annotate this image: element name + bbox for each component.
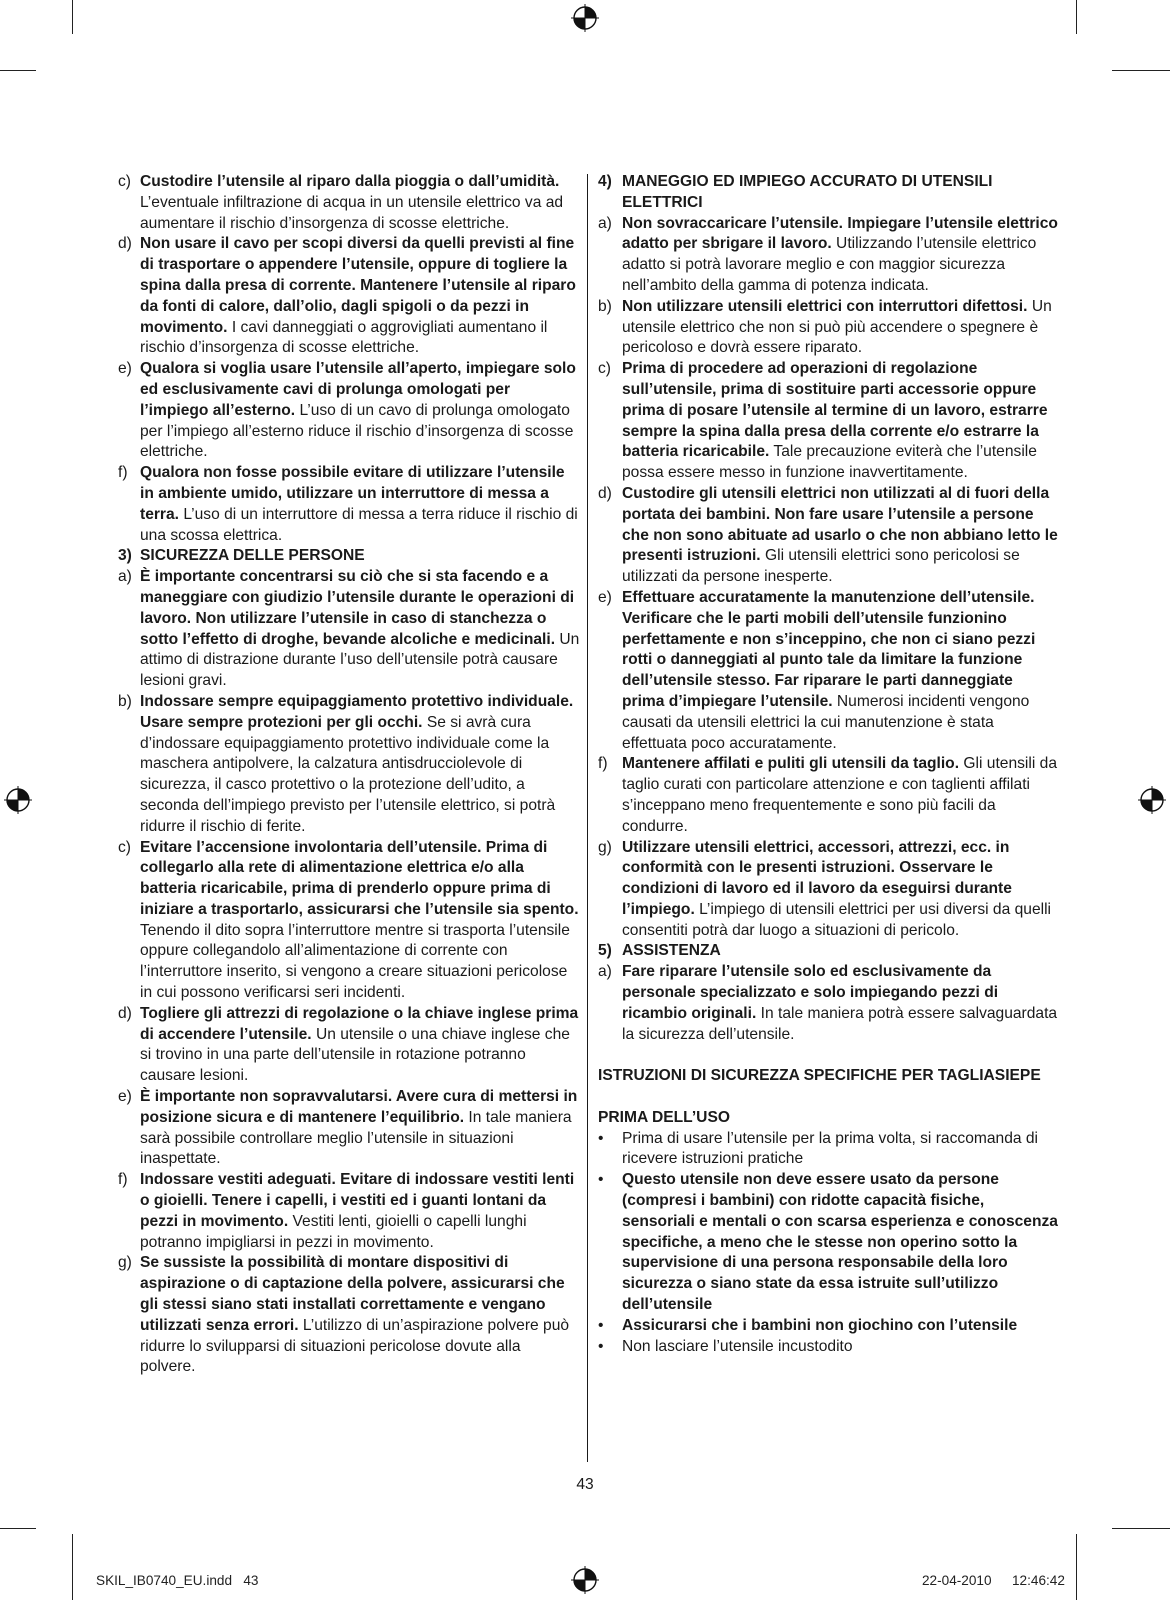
item-marker: f): [118, 464, 128, 482]
item-marker: d): [118, 235, 132, 253]
crop-mark-bottom-right-horizontal: [1112, 1528, 1170, 1529]
list-item: [598, 754, 1058, 837]
item-text: L’uso di un cavo di prolunga omologato per l’impiego all’esterno riduce il rischio d’insorgenza di scosse elettriche.: [140, 401, 574, 461]
item-text: Un utensile elettrico che non si può più accendere o spegnere è pericoloso e dovrà essere riparato.: [622, 297, 1052, 357]
item-text: Non lasciare l’utensile incustodito: [622, 1337, 853, 1355]
item-bold-text: Assicurarsi che i bambini non giochino con l’utensile: [622, 1316, 1018, 1334]
item-text: Tale precauzione eviterà che l’utensile possa essere messo in funzione inavvertitamente.: [622, 443, 1037, 482]
item-marker: g): [598, 838, 612, 856]
list-item: [118, 1253, 580, 1378]
item-bold-text: Effettuare accuratamente la manutenzione dell’utensile. Verificare che le parti mobili dell’utensile funzionino perfettamente e non s’inceppino, che non ci siano pezzi rotti o danneggiati al punto tale da limitare la funzione dell’utensile stesso. Far riparare le parti danneggiate prima d’impiegare l’utensile.: [622, 588, 1036, 710]
list-item: [598, 484, 1058, 588]
item-bold-text: È importante non sopravvalutarsi. Avere cura di mettersi in posizione sicura e di mantenere l’equilibrio.: [140, 1088, 578, 1126]
registration-mark-icon: [1138, 786, 1166, 814]
item-bold-text: Non sovraccaricare l’utensile. Impiegare l’utensile elettrico adatto per sbrigare il lavoro.: [622, 214, 1058, 253]
section-heading: [598, 172, 1058, 214]
right-column: [598, 172, 1058, 1357]
list-item: [598, 962, 1058, 1045]
list-item: [118, 172, 580, 234]
item-marker: g): [118, 1254, 132, 1272]
footer-time: 12:46:42: [1012, 1573, 1065, 1588]
item-bold-text: È importante concentrarsi su ciò che si sta facendo e a maneggiare con giudizio l’utensile durante le operazioni di lavoro. Non utilizzare l’utensile in caso di stanchezza o sotto l’effetto di droghe, bevande alcoliche e medicinali.: [140, 568, 575, 648]
item-bold-text: Indossare sempre equipaggiamento protettivo individuale. Usare sempre protezioni per gli occhi.: [140, 692, 574, 731]
registration-mark-icon: [571, 4, 599, 32]
list-item: [118, 463, 580, 546]
page-number: 43: [576, 1476, 594, 1493]
crop-mark-top-right-horizontal: [1112, 70, 1170, 71]
list-item: [598, 588, 1058, 754]
item-bold-text: Fare riparare l’utensile solo ed esclusivamente da personale specializzato e solo impiegando pezzi di ricambio originali.: [622, 963, 999, 1022]
section-heading: [118, 546, 580, 567]
item-marker: d): [118, 1004, 132, 1022]
bullet-item: [598, 1170, 1058, 1316]
bullet-item: [598, 1316, 1058, 1337]
item-bold-text: Custodire l’utensile al riparo dalla pioggia o dall’umidità.: [140, 173, 560, 190]
item-marker: a): [598, 963, 612, 981]
item-marker: e): [598, 588, 612, 606]
item-text: In tale maniera potrà essere salvaguardata la sicurezza dell’utensile.: [622, 1004, 1058, 1043]
item-text: In tale maniera sarà possibile controllare meglio l’utensile in situazioni inaspettate.: [140, 1108, 572, 1168]
registration-mark-icon: [4, 786, 32, 814]
section-title: MANEGGIO ED IMPIEGO ACCURATO DI UTENSILI ELETTRICI: [622, 173, 993, 211]
before-use-heading: PRIMA DELL’USO: [598, 1108, 730, 1126]
item-marker: f): [118, 1171, 128, 1189]
item-bold-text: Prima di procedere ad operazioni di regolazione sull’utensile, prima di sostituire parti accessorie oppure prima di posare l’utensile al termine di un lavoro, estrarre sempre la spina dalla presa della corrente e/o estrarre la batteria ricaricabile.: [622, 360, 1048, 461]
item-text: Gli utensili elettrici sono pericolosi se utilizzati da persone inesperte.: [622, 547, 1020, 586]
footer-file-name: SKIL_IB0740_EU.indd 43: [96, 1573, 259, 1588]
item-marker: a): [598, 214, 612, 232]
item-bold-text: Qualora si voglia usare l’utensile all’aperto, impiegare solo ed esclusivamente cavi di prolunga omologati per l’impiego all’esterno.: [140, 360, 576, 419]
item-marker: e): [118, 360, 132, 378]
list-item: [598, 214, 1058, 297]
list-item: [118, 1087, 580, 1170]
item-bold-text: Utilizzare utensili elettrici, accessori, attrezzi, ecc. in conformità con le presenti istruzioni. Osservare le condizioni di lavoro ed il lavoro da eseguirsi durante l’impiego.: [622, 838, 1012, 918]
item-text: Numerosi incidenti vengono causati da utensili elettrici la cui manutenzione è stata effettuata poco accuratamente.: [622, 692, 1030, 752]
section-number: 5): [598, 942, 612, 960]
list-item: [598, 359, 1058, 484]
list-item: [118, 838, 580, 1004]
bullet-marker: •: [598, 1337, 604, 1355]
bullet-marker: •: [598, 1316, 604, 1334]
list-item: [118, 359, 580, 463]
bullet-item: [598, 1337, 1058, 1358]
footer-date: 22-04-2010: [922, 1573, 992, 1588]
item-marker: c): [118, 838, 131, 856]
bullet-marker: •: [598, 1171, 604, 1189]
item-bold-text: Qualora non fosse possibile evitare di utilizzare l’utensile in ambiente umido, utilizzare un interruttore di messa a terra.: [140, 464, 565, 523]
registration-mark-icon: [571, 1566, 599, 1594]
section-title: ASSISTENZA: [622, 942, 721, 960]
item-text: Gli utensili da taglio curati con particolare attenzione e con taglienti affilati s’inceppano meno frequentemente e sono più facili da condurre.: [622, 755, 1057, 835]
item-bold-text: Evitare l’accensione involontaria dell’utensile. Prima di collegarlo alla rete di alimentazione elettrica e/o alla batteria ricaricabile, prima di prenderlo oppure prima di iniziare a trasportarlo, assicurarsi che l’utensile sia spento.: [140, 838, 579, 918]
bullet-item: [598, 1129, 1058, 1171]
left-column: [118, 172, 580, 1378]
crop-mark-top-left-horizontal: [0, 70, 36, 71]
list-item: [118, 692, 580, 838]
crop-mark-bottom-left-vertical: [72, 1534, 73, 1600]
crop-mark-top-left-vertical: [72, 0, 73, 34]
item-text: Vestiti lenti, gioielli o capelli lunghi potranno impigliarsi in pezzi in movimento.: [140, 1212, 527, 1251]
section-title: SICUREZZA DELLE PERSONE: [140, 547, 365, 565]
item-text: Utilizzando l’utensile elettrico adatto si potrà lavorare meglio e con maggior sicurezza nell’ambito della gamma di potenza indicata.: [622, 235, 1037, 294]
crop-mark-bottom-right-vertical: [1076, 1534, 1077, 1600]
item-text: L’impiego di utensili elettrici per usi diversi da quelli consentiti potrà dar luogo a situazioni di pericolo.: [622, 900, 1052, 939]
column-divider: [587, 174, 588, 1462]
list-item: [118, 567, 580, 692]
section-number: 4): [598, 173, 612, 190]
item-bold-text: Indossare vestiti adeguati. Evitare di indossare vestiti lenti o gioielli. Tenere i capelli, i vestiti ed i guanti lontani da pezzi in movimento.: [140, 1171, 575, 1230]
spacer: [598, 1087, 1058, 1108]
item-bold-text: Questo utensile non deve essere usato da persone (compresi i bambini) con ridotte capacità fisiche, sensoriali e mentali o con scarsa esperienza e conoscenza specifiche, a meno che le stesse non operino sotto la supervisione di una persona responsabile della loro sicurezza o siano state da essa istruite sull’utilizzo dell’utensile: [622, 1171, 1058, 1314]
item-text: Un utensile o una chiave inglese che si trovino in una parte dell’utensile in rotazione potranno causare lesioni.: [140, 1025, 570, 1085]
bullet-marker: •: [598, 1129, 604, 1147]
item-bold-text: Non utilizzare utensili elettrici con interruttori difettosi.: [622, 297, 1028, 315]
list-item: [118, 1170, 580, 1253]
item-text: L’eventuale infiltrazione di acqua in un utensile elettrico va ad aumentare il rischio d’insorgenza di scosse elettriche.: [140, 193, 564, 232]
spacer: [598, 1045, 1058, 1066]
item-text: Prima di usare l’utensile per la prima volta, si raccomanda di ricevere istruzioni pratiche: [622, 1129, 1039, 1168]
item-text: Un attimo di distrazione durante l’uso dell’utensile potrà causare lesioni gravi.: [140, 630, 580, 690]
crop-mark-bottom-left-horizontal: [0, 1528, 36, 1529]
item-marker: c): [118, 173, 131, 190]
list-item: [598, 297, 1058, 359]
item-marker: b): [118, 692, 132, 710]
list-item: [598, 838, 1058, 942]
item-marker: a): [118, 568, 132, 586]
specific-instructions-heading: ISTRUZIONI DI SICUREZZA SPECIFICHE PER TAGLIASIEPE: [598, 1067, 1041, 1085]
item-text: L’utilizzo di un’aspirazione polvere può ridurre lo svilupparsi di situazioni pericolose dovute alla polvere.: [140, 1316, 570, 1376]
item-marker: b): [598, 297, 612, 315]
list-item: [118, 1004, 580, 1087]
item-text: L’uso di un interruttore di messa a terra riduce il rischio di una scossa elettrica.: [140, 505, 578, 544]
item-text: Se si avrà cura d’indossare equipaggiamento protettivo individuale come la maschera antipolvere, la calzatura antisdrucciolevole di sicurezza, il casco protettivo o la protezione dell’udito, a seconda dell’impiego previsto per l’utensile elettrico, si potrà ridurre il rischio di ferite.: [140, 713, 556, 835]
item-bold-text: Se sussiste la possibilità di montare dispositivi di aspirazione o di captazione della polvere, assicurarsi che gli stessi siano stati installati correttamente e vengano utilizzati senza errori.: [140, 1254, 565, 1334]
item-marker: f): [598, 755, 608, 773]
list-item: [118, 234, 580, 359]
crop-mark-top-right-vertical: [1076, 0, 1077, 34]
item-text: Tenendo il dito sopra l’interruttore mentre si trasporta l’utensile oppure collegandolo all’alimentazione di corrente con l’interruttore inserito, si vengono a creare situazioni pericolose in cui possono verificarsi seri incidenti.: [140, 921, 570, 1002]
item-text: I cavi danneggiati o aggrovigliati aumentano il rischio d’insorgenza di scosse elettriche.: [140, 318, 548, 357]
section-heading: [598, 941, 1058, 962]
item-bold-text: Custodire gli utensili elettrici non utilizzati al di fuori della portata dei bambini. Non fare usare l’utensile a persone che non sono abituate ad usarlo o che non abbiano letto le presenti istruzioni.: [622, 484, 1058, 565]
item-marker: e): [118, 1088, 132, 1106]
item-bold-text: Mantenere affilati e puliti gli utensili da taglio.: [622, 755, 960, 773]
item-bold-text: Non usare il cavo per scopi diversi da quelli previsti al fine di trasportare o appendere l’utensile, oppure di togliere la spina dalla presa di corrente. Mantenere l’utensile al riparo da fonti di calore, dall’olio, dagli spigoli o da pezzi in movimento.: [140, 235, 576, 336]
item-bold-text: Togliere gli attrezzi di regolazione o la chiave inglese prima di accendere l’utensile.: [140, 1004, 579, 1043]
item-marker: d): [598, 484, 612, 502]
section-number: 3): [118, 547, 132, 565]
item-marker: c): [598, 360, 611, 378]
